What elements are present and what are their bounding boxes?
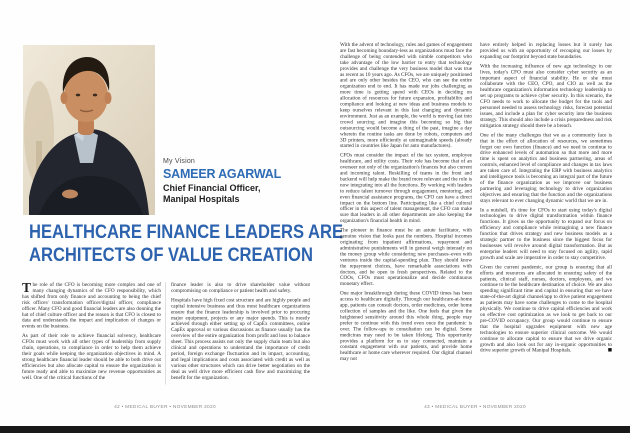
body-paragraph: One major breakthrough during these COVID times has been access to healthcare digitally. Through our healthcare-at-home app, patients can consult doctors, order medicines, order home collection of samples and the like. One feels that given the heightened sensitivity around this whole thing, people may prefer to continue with this trend even once the pandemic is over. The follow-ups to consultation can be digital. Some medicines may need to be taken lifelong. This opportunity provides a platform for us to stay connected, maintain a constant engagement with our patients, and provide home healthcare or home care wherever required. Our digital channel may not <box>340 290 472 362</box>
author-role-line1: Chief Financial Officer, <box>163 183 261 193</box>
body-paragraph: Hospitals have high fixed cost structure and are highly people and capital intensive business and thus most healthcare organizations ensure that the finance leadership is involved prior to procuring major equipment, projects or any major spends. This is mostly achieved through either setting up of CapEx committees, online CapEx approval or various discussions as finance usually has the overview of the entire organization from profit and loss to balance sheet. This process assists not only the supply chain team but also clinical and operations to understand the importance of credit period, foreign exchange fluctuation and its impact, accounting, and legal implications and costs associated with credit as well as various other structures which can drive better negotiation on the deal as well drive more efficient cash flow and maximizing the benefit for the organization. <box>171 297 310 381</box>
body-paragraph: The pioneer in finance must be an astute facilitator, with genuine vision that looks past the numbers. Hospital incomes originating from inpatient affirmations, repayment and administrative punishments will in general weigh intensely on the money group while considering new purchases–even with ventures inside the capital-spending plan. They should know the repayment choices, have remarkable associations with doctors, and be open to fresh perspectives. Related to the COOs, CFOs must operationalize and decide continuous monetary effect. <box>340 227 472 287</box>
body-paragraph: As part of their role to achieve financial solvency, healthcare CFOs must work with all other types of leadership from supply chain, operations, to compliance in order to help them achieve their goals while keeping the organization objectives in mind. A strong healthcare financial leader should be able to both drive out efficiencies but also allocate capital to ensure the organization is future ready and able to maximize new revenue opportunities as well. One of the critical functions of the <box>22 333 161 381</box>
headline-line-2: ARCHITECTS OF VALUE CREATION <box>29 244 313 266</box>
body-paragraph: finance leader is also to drive shareholder value without compromising on compliance or patient health and safety. <box>171 282 310 294</box>
body-paragraph: CFOs must consider the impact of the tax system, employee healthcare, and utility costs. Their role has become that of an overseer not only of the organization's finances but also current and incoming talent. Reskilling of teams in the front and backend will help make the brand more relevant and the role is now integrating into all the functions. By working with leaders to reduce talent turnover through engagement, mentoring, and even financial assistance programs, the CFO can have a direct impact on the bottom line. Participating like a chief cultural officer in this aspect of talent management, the CFO can make sure that leaders in all other departments are also keeping the organization's financial health in mind. <box>340 152 472 224</box>
body-paragraph: One of the many challenges that we as a community face is that in the effort of allocation of resources, we sometimes forget our own function (finance) and we need to continue to drive enhanced levels of automation so that more and more time is spent on analytics and business partnering, areas of controls, enhanced level of compliance and changes in tax laws are taken care of. Integrating the ERP with business analytics and intelligence tools is becoming an integral part of the future of the finance organization as we improve our business partnering and leveraging technology to drive organization objectives and ensuring that the function and the organizations stays relevant to ever changing dynamic world that we are in. <box>480 132 612 204</box>
ear-right <box>105 92 112 104</box>
left-page-footer-text: 42 • MEDICAL BUYER • NOVEMBER 2020 <box>114 404 216 410</box>
author-name: SAMEER AGARWAL <box>163 167 282 181</box>
portrait-illustration <box>23 45 155 215</box>
body-paragraph: have entirely helped in replacing losses but it surely has provided us with an opportunity of recouping our losses by expanding our footprint beyond state boundaries. <box>480 42 612 60</box>
bottom-bar <box>0 426 630 433</box>
right-page-column-2 <box>480 42 612 366</box>
right-page-body <box>340 42 612 433</box>
drop-cap: T <box>22 280 32 295</box>
right-page-column-1 <box>340 42 472 366</box>
body-paragraph <box>480 264 612 353</box>
paragraph-text: he role of the CFO is becoming more complex and one of many changing dynamics of the CFO responsibility, which has shifted from only finance and accounting to being the chief risk officer/ transformation officer/digital officer, compliance officer. Many CFO and good financial leaders are also donning the hat of chief culture officer and the reason is that CFO is closest to data and understands the impact and implication of changes or events on the business. <box>22 282 161 330</box>
headline-line-1: HEALTHCARE FINANCE LEADERS ARE <box>29 221 344 243</box>
author-role-line2: Manipal Hospitals <box>163 194 240 204</box>
right-page-footer <box>325 404 625 412</box>
body-paragraph: With the increasing influence of new age technology in our lives, today's CFO must also consider cyber security as an important aspect of financial stability. He or she must collaborate with the CEO, CPO, and CIO as well as the healthcare organization's information technology leadership to set up programs to achieve cyber security. In this scenario, the CFO needs to work to allocate the budget for the tools and personnel needed to assess technology risks, forecast potential issues, and include a plan for cyber security into the business strategy. This should also include a crisis preparedness and risk mitigation strategy should there be a breach. <box>480 63 612 129</box>
eye-left <box>76 94 80 97</box>
ear-left <box>61 92 68 104</box>
author-block <box>163 158 313 205</box>
right-page-footer-text: 43 • MEDICAL BUYER • NOVEMBER 2020 <box>424 404 526 410</box>
left-page-column-1 <box>22 282 166 384</box>
body-paragraph <box>22 282 161 330</box>
left-page-column-2 <box>166 282 310 384</box>
eye-right <box>93 94 97 97</box>
paragraph-text: Given the current pandemic, our group is ensuring that all efforts and resources are allocated in ensuring safety of the patients, clinical staff, nurses, doctors, employees, and we continue to be the healthcare destination of choice. We are also spending significant time and capital in ensuring that we have state-of-the-art digital channel/app to drive patient engagement as patients may have some challenges to come to the hospital physically. We continue to drive capital efficiencies and work on effective cost optimization as we look to get back to our pre-COVID occupancy. Our group would continue to ensure that the hospital upgrades equipment with new age technologies to ensure superior clinical outcome. We would continue to allocate capital to ensure that we drive organic growth and also look out for any in-organic opportunities to drive superior growth of Manipal Hospitals. <box>480 264 612 354</box>
portrait-photo <box>23 45 155 215</box>
section-kicker: My Vision <box>163 158 196 165</box>
body-paragraph: In a nutshell, it's time for CFOs to start using today's digital technologies to drive digital transformation within finance functions. It gives us the opportunity to expand our focus on efficiency and compliance while reimagining a new finance function that drives strategy and new business models as a strategic partner to the business since the biggest focus for businesses will revolve around digital transformation. But as enterprise leaders will need to stay focused on agility, rapid growth and scale are imperative in order to stay competitive. <box>480 207 612 261</box>
body-paragraph: With the advent of technology, rules and games of engagement are fast becoming boundary-less as organizations must face the challenge of being contended with nimble competitors who take advantage of the low barrier to entry that technology provides and challenge the very business model that was true as recent as 10 years ago. As CFOs, we are uniquely positioned and are only other besides the CEO, who can see the entire organization end to end. It has made our jobs challenging as more time is getting spend with CEOs in deciding on allocation of resources for future expansion, profitability and compliance and looking at new ideas and business models to keep ourselves relevant in this fast changing and dynamic environment. Just as an example, the world is moving fast into crowd sourcing and imagine this becoming so big that outsourcing would become a thing of the past, imagine a day wherein the routine tasks are done by robots, computers and 3D printers, more efficiently at unimaginable speeds (already started in countries like Japan for auto manufactures). <box>340 42 472 149</box>
end-of-article-marker: ■ <box>607 347 612 353</box>
left-page-footer <box>15 404 315 412</box>
article-headline <box>5 221 344 267</box>
hand-shape <box>62 190 78 199</box>
